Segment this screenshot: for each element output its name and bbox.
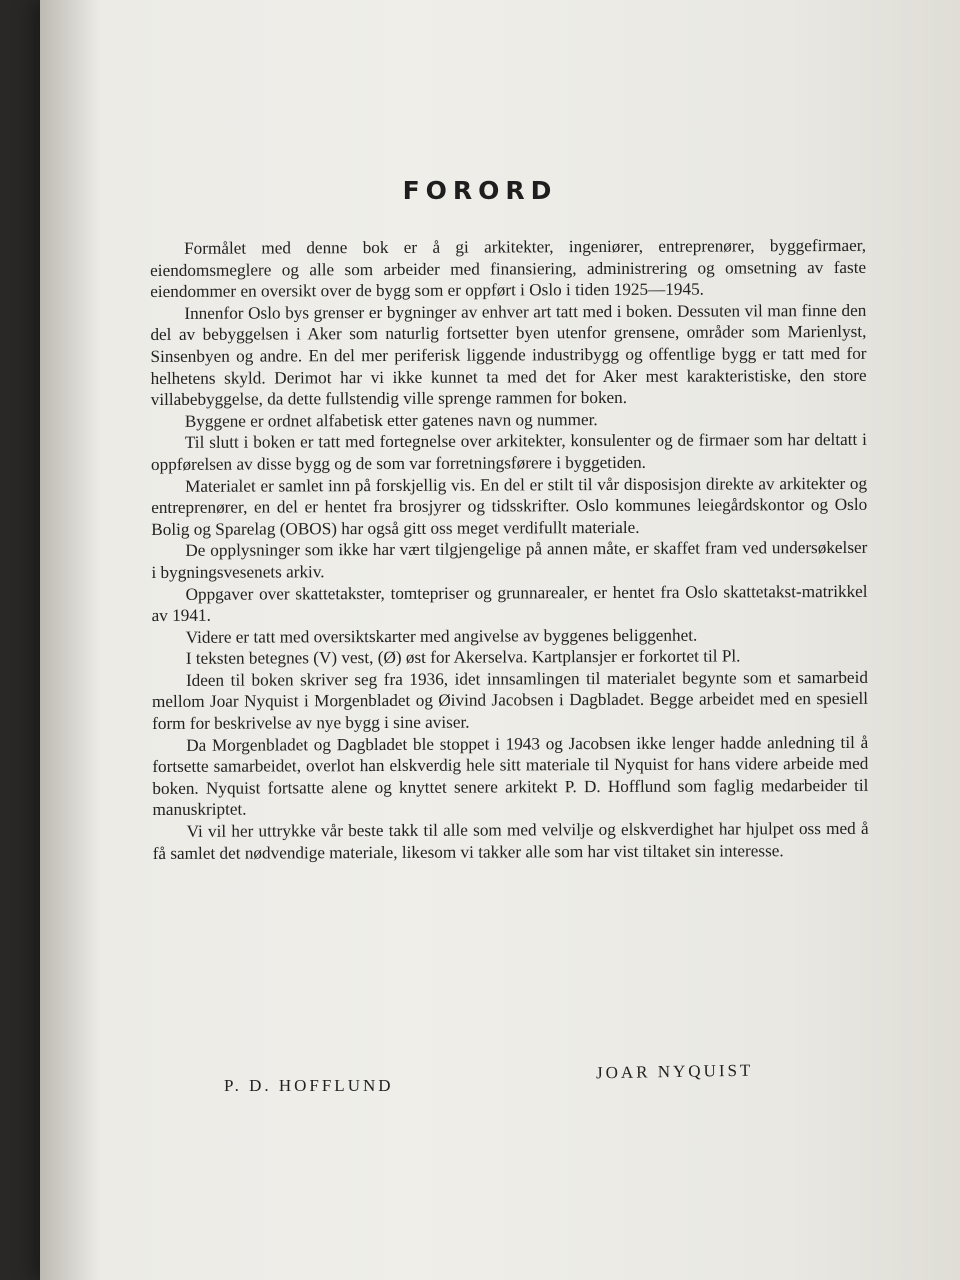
paragraph: Da Morgenbladet og Dagbladet ble stoppet i 1943 og Jacobsen ikke lenger hadde anledning til å fortsette samarbeidet, overlot han elskverdig hele sitt materiale til Nyquist for hans videre arbeide med boken. Nyquist fortsatte alene og knyttet senere arkitekt P. D. Hofflund som faglig medarbeider til manuskriptet. bbox=[152, 732, 869, 820]
paragraph: Innenfor Oslo bys grenser er bygninger av enhver art tatt med i boken. Dessuten vil man finne den del av bebyggelsen i Aker som naturlig fortsetter byen utenfor grensene, områder som Marienlyst, Sinsenbyen og andre. En del mer periferisk liggende industribygg og offentlige bygg er tatt med for helhetens skyld. Derimot har vi ikke kunnet ta med det for Aker mest karakteristiske, den store villabebyggelse, da dette fullstendig ville sprenge rammen for boken. bbox=[150, 300, 867, 410]
signatures bbox=[0, 1060, 960, 1110]
page-title: FORORD bbox=[402, 176, 558, 205]
paragraph: Videre er tatt med oversiktskarter med angivelse av byggenes beliggenhet. bbox=[185, 625, 698, 647]
paragraph: Materialet er samlet inn på forskjellig vis. En del er stilt til vår disposisjon direkte av arkitekter og entreprenører, en del er hentet fra brosjyrer og tidsskrifter. Oslo kommunes leiegårdskontor og Oslo Bolig og Sparelag (OBOS) har også gitt oss meget verdifullt materiale. bbox=[151, 473, 868, 539]
paragraph: Formålet med denne bok er å gi arkitekter, ingeniører, entreprenører, byggefirmaer, eiendomsmeglere og alle som arbeider med finansiering, administrering og omsetning av faste eiendommer en oversikt over de bygg som er oppført i Oslo i tiden 1925—1945. bbox=[150, 235, 867, 302]
paragraph: Oppgaver over skattetakster, tomtepriser og grunnarealer, er hentet fra Oslo skattetakst-matrikkel av 1941. bbox=[151, 581, 868, 626]
paragraph: Ideen til boken skriver seg fra 1936, idet innsamlingen til materialet begynte som et samarbeid mellom Joar Nyquist i Morgenbladet og Øivind Jacobsen i Dagbladet. Begge arbeidet med en spesiell form for beskrivelse av nye bygg i sine aviser. bbox=[151, 667, 869, 734]
paragraph: I teksten betegnes (V) vest, (Ø) øst for Akerselva. Kartplansjer er forkortet til Pl. bbox=[185, 646, 741, 669]
signature-nyquist: JOAR NYQUIST bbox=[595, 1060, 754, 1083]
paragraph: Vi vil her uttrykke vår beste takk til alle som med velvilje og elskverdighet har hjulpet oss med å få samlet det nødvendige materiale, likesom vi takker alle som har vist tiltaket sin interesse. bbox=[152, 818, 869, 863]
preface-body bbox=[150, 235, 869, 864]
signature-hofflund: P. D. HOFFLUND bbox=[224, 1076, 394, 1095]
paragraph: Byggene er ordnet alfabetisk etter gatenes navn og nummer. bbox=[184, 409, 598, 431]
paragraph: Til slutt i boken er tatt med fortegnelse over arkitekter, konsulenter og de firmaer som har deltatt i oppførelsen av disse bygg og de som var forretningsførere i byggetiden. bbox=[150, 430, 867, 474]
paragraph: De opplysninger som ikke har vært tilgjengelige på annen måte, er skaffet fram ved undersøkelser i bygningsvesenets arkiv. bbox=[151, 538, 868, 582]
